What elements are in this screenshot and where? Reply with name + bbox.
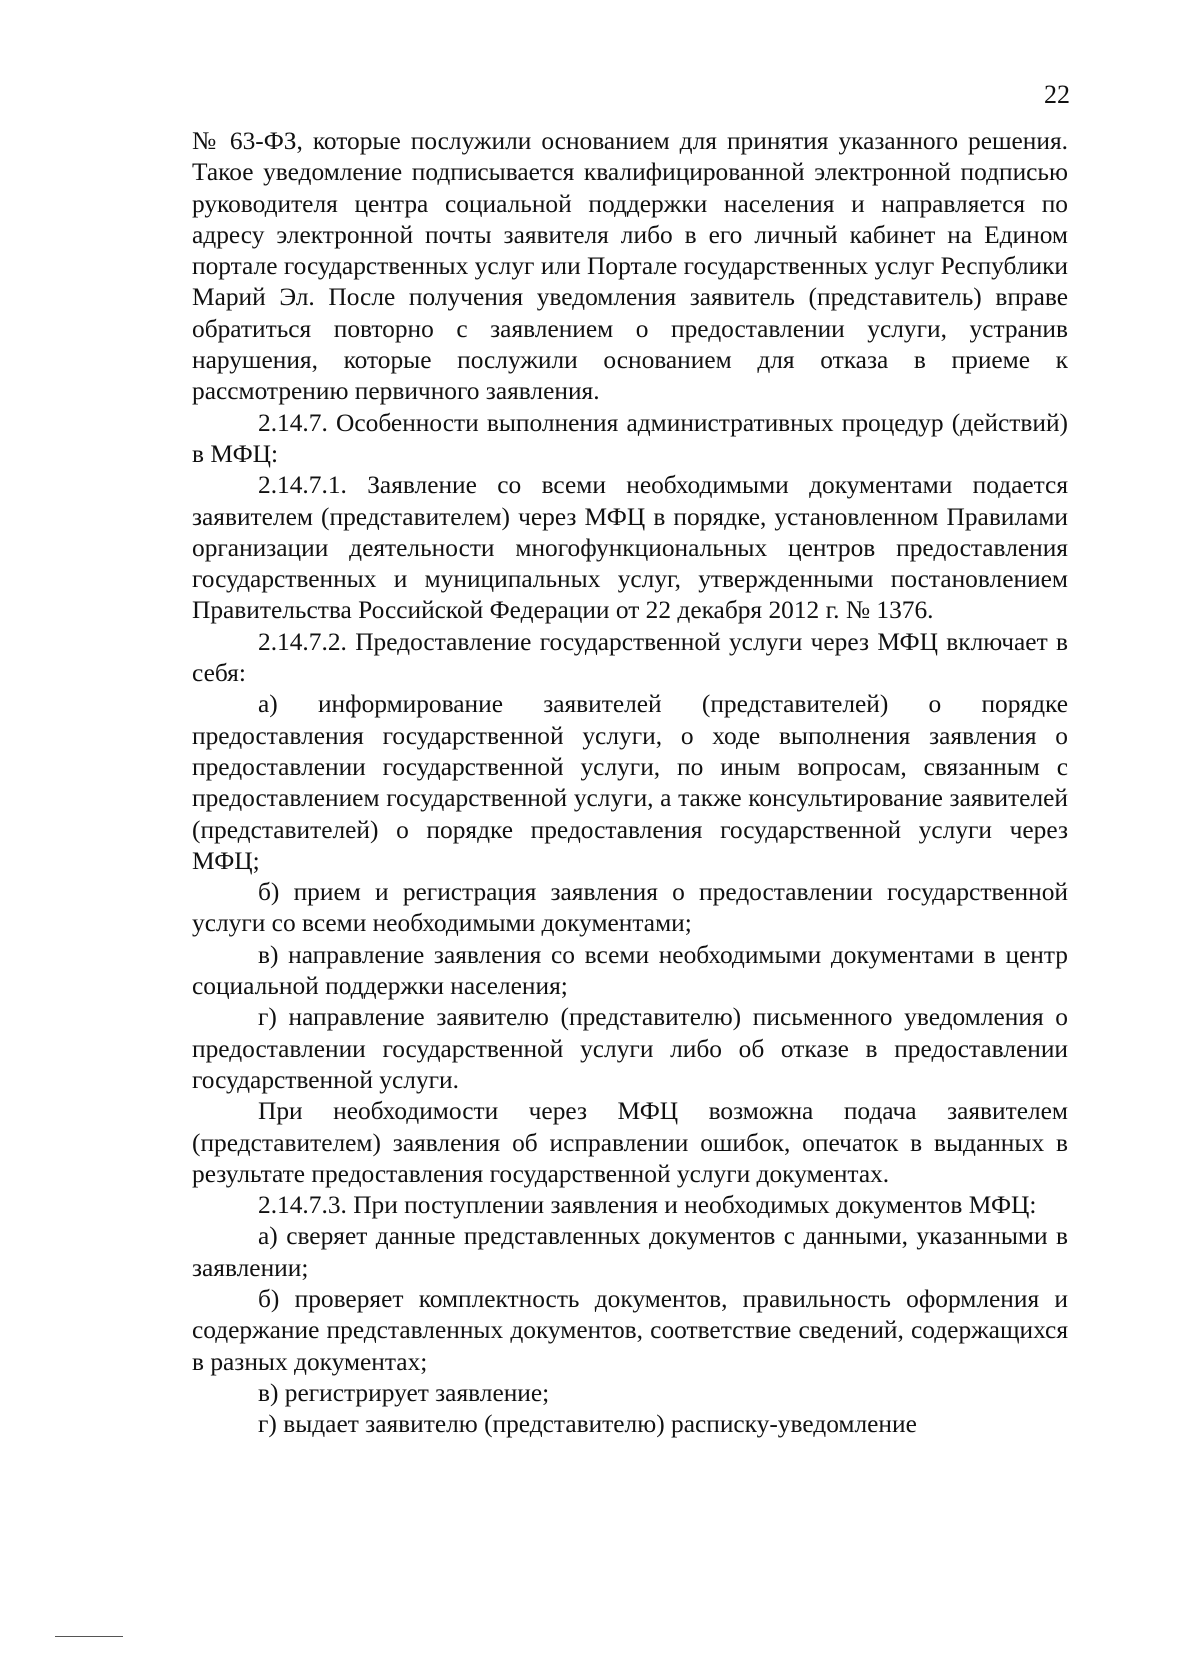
page-number: 22 [1044,80,1070,109]
footer-rule [55,1636,123,1637]
paragraph-corrections: При необходимости через МФЦ возможна подача заявителем (представителем) заявления об исправлении ошибок, опечаток в выданных в результате предоставления государственной услуги документах. [192,1097,1068,1188]
list-item-v-register: в) регистрирует заявление; [258,1378,550,1407]
list-item-a-verify: а) сверяет данные представленных документов с данными, указанными в заявлении; [192,1222,1068,1282]
document-body [192,126,1068,1440]
paragraph-section-2-14-7-1: 2.14.7.1. Заявление со всеми необходимыми документами подается заявителем (представителем) через МФЦ в порядке, установленном Правилами организации деятельности многофункциональных центров предоставления государственных и муниципальных услуг, утвержденными постановлением Правительства Российской Федерации от 22 декабря 2012 г. № 1376. [192,471,1068,625]
list-item-b-check: б) проверяет комплектность документов, правильность оформления и содержание представленных документов, соответствие сведений, содержащихся в разных документах; [192,1284,1068,1376]
list-item-v-sending: в) направление заявления со всеми необходимыми документами в центр социальной поддержки населения; [192,940,1068,1001]
list-item-g-issue: г) выдает заявителю (представителю) расписку-уведомление [258,1410,917,1439]
paragraph-section-2-14-7-3: 2.14.7.3. При поступлении заявления и необходимых документов МФЦ: [258,1191,1037,1220]
list-item-g-notification: г) направление заявителю (представителю) письменного уведомления о предоставлении государственной услуги либо об отказе в предоставлении государственной услуги. [192,1003,1068,1094]
paragraph-section-2-14-7: 2.14.7. Особенности выполнения административных процедур (действий) в МФЦ: [192,408,1068,468]
list-item-b-reception: б) прием и регистрация заявления о предоставлении государственной услуги со всеми необходимыми документами; [192,878,1068,938]
paragraph-continuation: № 63-ФЗ, которые послужили основанием для принятия указанного решения. Такое уведомление подписывается квалифицированной электронной подписью руководителя центра социальной поддержки населения и направляется по адресу электронной почты заявителя либо в его личный кабинет на Едином портале государственных услуг или Портале государственных услуг Республики Марий Эл. После получения уведомления заявитель (представитель) вправе обратиться повторно с заявлением о предоставлении услуги, устранив нарушения, которые послужили основанием для отказа в приеме к рассмотрению первичного заявления. [192,127,1068,406]
paragraph-section-2-14-7-2: 2.14.7.2. Предоставление государственной услуги через МФЦ включает в себя: [192,627,1068,688]
list-item-a-informing: а) информирование заявителей (представителей) о порядке предоставления государственной услуги, о ходе выполнения заявления о предоставлении государственной услуги, по иным вопросам, связанным с предоставлением государственной услуги, а также консультирование заявителей (представителей) о порядке предоставления государственной услуги через МФЦ; [192,690,1068,875]
